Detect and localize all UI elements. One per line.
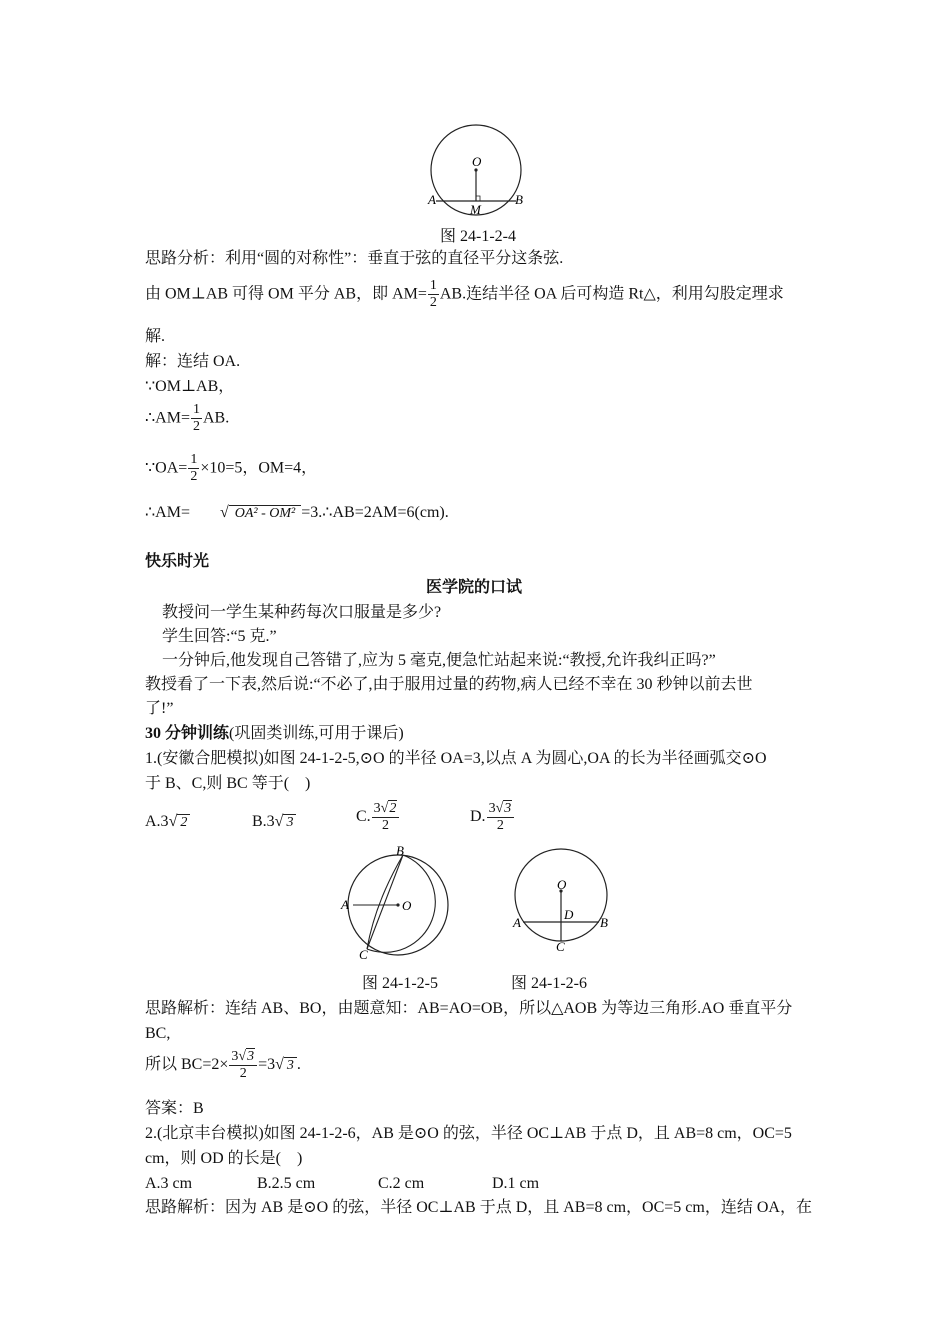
story-paragraph: 学生回答:“5 克.” [162,628,277,645]
figure-24-1-2-4 [420,118,540,223]
solution-line [145,452,317,485]
radicand: 3 [247,1049,255,1064]
text: 由 OM⊥AB 可得 OM 平分 AB，即 AM= [145,285,427,303]
option-d: D.1 cm [492,1175,540,1192]
radical-sign: √ [168,813,178,830]
fraction-half [188,452,199,485]
figure-caption: 图 24-1-2-6 [511,975,587,992]
solution-line [145,503,449,523]
label-b: B [396,843,404,858]
option-label: B.3 [252,813,275,830]
analysis-line: BC, [145,1025,171,1042]
radical-sign: √ [219,504,229,521]
center-point [396,903,399,906]
analysis-line [145,278,784,311]
analysis-line: 思路解析：因为 AB 是⊙O 的弦，半径 OC⊥AB 于点 D，且 AB=8 cm，OC=5 cm，连结 OA，在 [145,1199,812,1216]
section-heading: 快乐时光 [145,553,210,570]
radicand: 3 [504,801,512,816]
denominator: 2 [429,295,437,311]
radical-sign: √ [275,1055,284,1073]
story-title: 医学院的口试 [426,579,523,596]
solution-line: ∵OM⊥AB， [145,378,235,395]
numerator: 3√3 [487,800,515,818]
label-b: B [600,915,608,930]
label-a: A [341,897,349,912]
text: AB. [202,409,230,427]
denominator: 2 [382,818,390,834]
segment-bc [367,855,403,949]
radicand: 2 [389,801,397,816]
option-b [252,812,296,832]
text: ×10=5，OM=4， [200,459,318,477]
radical-sign: √ [274,813,284,830]
numerator: 1 [188,452,199,469]
coefficient: 3 [373,801,381,816]
numerator: 1 [428,278,439,295]
right-angle-mark [476,196,480,201]
solution-line: 解：连结 OA. [145,353,241,370]
option-a: A.3 cm [145,1175,193,1192]
story-paragraph: 教授看了一下表,然后说:“不必了,由于服用过量的药物,病人已经不幸在 30 秒钟以前去世 [145,676,753,693]
coefficient: 3 [231,1049,239,1064]
option-c: C.2 cm [378,1175,425,1192]
figure-caption: 图 24-1-2-5 [362,975,438,992]
option-d [470,800,515,834]
analysis-line: 解. [145,328,166,345]
question-line: 2.(北京丰台模拟)如图 24-1-2-6，AB 是⊙O 的弦，半径 OC⊥AB 于点 D，且 AB=8 cm，OC=5 [145,1125,792,1142]
question-line: 1.(安徽合肥模拟)如图 24-1-2-5,⊙O 的半径 OA=3,以点 A 为圆心,OA 的长为半径画弧交⊙O [145,750,767,767]
text: =3.∴AB=2AM=6(cm). [301,504,449,521]
coefficient: 3 [488,801,496,816]
question-line: cm，则 OD 的长是( ) [145,1150,303,1167]
figure-24-1-2-6 [505,843,625,958]
story-paragraph: 了!” [145,700,174,717]
analysis-line: 思路分析：利用“圆的对称性”：垂直于弦的直径平分这条弦. [145,250,564,267]
label-o: O [557,877,567,892]
text: 所以 BC=2× [145,1055,229,1073]
label-a: A [428,192,436,207]
fraction [229,1048,257,1082]
analysis-line: 思路解析：连结 AB、BO，由题意知：AB=AO=OB，所以△AOB 为等边三角形.AO 垂直平分 [145,1000,793,1017]
radicand: 2 [177,814,190,832]
option-label: C. [356,807,371,825]
fraction [487,800,515,834]
option-a [145,812,190,832]
option-c [356,800,400,834]
radicand: 3 [283,814,296,832]
text: ∴AM= [145,409,190,427]
label-m: M [470,202,481,217]
figure-24-1-2-5 [335,843,455,963]
denominator: 2 [239,1066,247,1082]
figure-caption: 图 24-1-2-4 [440,228,516,245]
label-b: B [515,192,523,207]
analysis-line [145,1048,301,1082]
denominator: 2 [192,419,200,435]
numerator: 3√3 [229,1048,257,1066]
text: ∴AM= [145,504,190,521]
label-d: D [564,907,574,922]
story-paragraph: 一分钟后,他发现自己答错了,应为 5 毫克,便急忙站起来说:“教授,允许我纠正吗?” [162,652,716,669]
question-line: 于 B、C,则 BC 等于( ) [145,775,311,792]
text: AB.连结半径 OA 后可构造 Rt△，利用勾股定理求 [439,285,784,303]
option-label: D. [470,807,486,825]
training-heading-note: (巩固类训练,可用于课后) [229,725,404,742]
label-o: O [402,898,412,913]
training-heading [145,724,404,743]
radicand: 3 [284,1057,297,1075]
fraction [372,800,400,834]
fraction-half [428,278,439,311]
text: ∵OA= [145,459,188,477]
text: . [296,1055,301,1073]
fraction-half [191,402,202,435]
option-b: B.2.5 cm [257,1175,316,1192]
label-a: A [513,915,521,930]
text: =3 [258,1055,276,1073]
label-c: C [359,947,368,962]
option-label: A.3 [145,813,169,830]
solution-line [145,402,229,435]
label-o: O [472,154,482,169]
numerator: 3√2 [372,800,400,818]
answer-line: 答案：B [145,1100,204,1117]
numerator: 1 [191,402,202,419]
denominator: 2 [190,469,198,485]
training-heading-bold: 30 分钟训练 [145,725,230,742]
story-paragraph: 教授问一学生某种药每次口服量是多少? [162,604,442,621]
denominator: 2 [496,818,504,834]
label-c: C [556,939,565,954]
radicand: OA² - OM² [229,505,302,523]
